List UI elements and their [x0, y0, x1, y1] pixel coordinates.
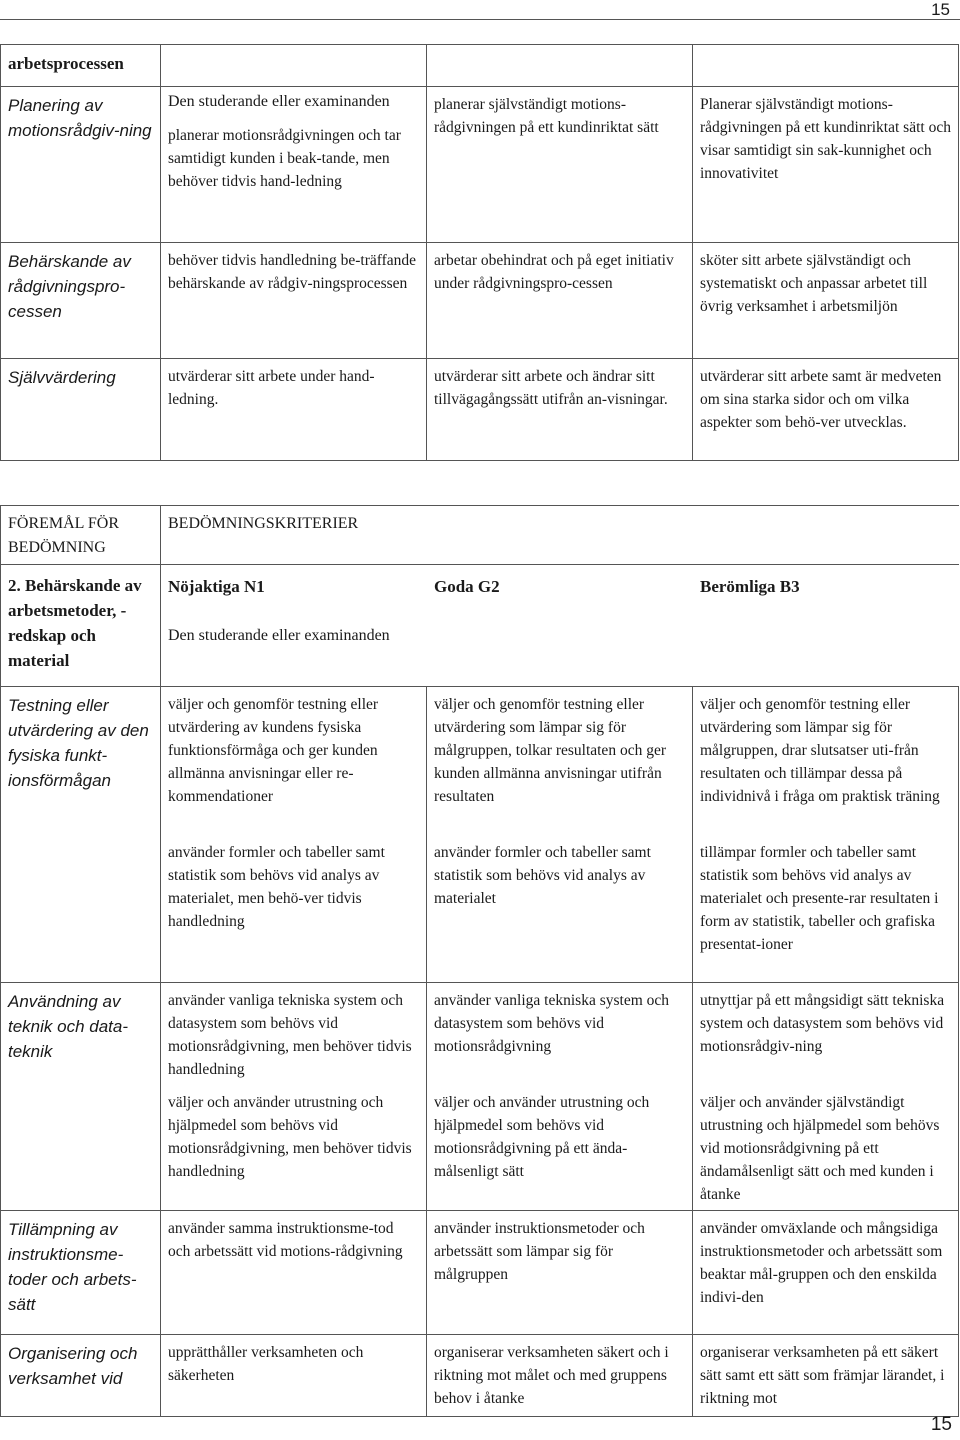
table1-row-beharskande [1, 243, 161, 359]
table2-n1-teknik [161, 983, 427, 1086]
table2-n1-utrustning [161, 1085, 427, 1211]
row-label: Planering av motionsrådgiv-ning [8, 96, 152, 140]
table2-b3-utrustning [693, 1085, 959, 1211]
cell-b3: utnyttjar på ett mångsidigt sätt tekniska system och datasystem som behövs vid motionsrådgiv-ning [700, 992, 945, 1055]
table2-row-utrustning [1, 1085, 161, 1211]
cell-g2: väljer och genomför testning eller utvärdering som lämpar sig för målgruppen, tolkar resultaten och ger kunden allmänna anvisningar utifrån resultaten [434, 696, 666, 805]
table2-row-teknik [1, 983, 161, 1086]
page-number-bottom: 15 [930, 1414, 952, 1435]
table2-n1-organisering [161, 1335, 427, 1417]
cell-b3: Planerar självständigt motions-rådgivningen på ett kundinriktat sätt och visar samtidigt sin sak-kunnighet och innovativitet [700, 96, 951, 182]
table2-criteria-header-cell [161, 506, 959, 565]
cell-b3: organiserar verksamheten på ett säkert sätt samt ett sätt som främjar lärandet, i riktning mot [700, 1344, 945, 1407]
table2-g2-instruktion [427, 1211, 693, 1335]
cell-b3: utvärderar sitt arbete samt är medveten om sina starka sidor och om vilka aspekter som behö-ver utvecklas. [700, 368, 942, 431]
table1-g2-beharskande [427, 243, 693, 359]
table2-row-instruktion [1, 1211, 161, 1335]
table1-row-planering [1, 87, 161, 243]
table2-g2-teknik [427, 983, 693, 1086]
cell-n1: använder samma instruktionsme-tod och arbetssätt vid motions-rådgivning [168, 1220, 403, 1260]
table1-n1-planering [161, 87, 427, 243]
table2-levels-cell [161, 565, 959, 687]
cell-n1: använder vanliga tekniska system och datasystem som behövs vid motionsrådgivning, men behöver tidvis handledning [168, 992, 412, 1078]
table1-b3-beharskande [693, 243, 959, 359]
table2-b3-formler [693, 835, 959, 983]
table1-title: arbetsprocessen [8, 54, 124, 73]
row-label: Tillämpning av instruktionsme-toder och arbets-sätt [8, 1220, 137, 1314]
cell-b3: sköter sitt arbete självständigt och systematiskt och anpassar arbetet till övrig verksamhet i arbetsmiljön [700, 252, 928, 315]
cell-g2: väljer och använder utrustning och hjälpmedel som behövs vid motionsrådgivning på ett ända-målsenligt sätt [434, 1094, 650, 1180]
cell-b3: väljer och använder självständigt utrustning och hjälpmedel som behövs vid motionsrådgivning på ett ändamålsenligt sätt och med kunden i åtanke [700, 1094, 940, 1203]
table2-row-formler [1, 835, 161, 983]
table1-row-sjalvvardering [1, 359, 161, 461]
row-label: Behärskande av rådgivningspro-cessen [8, 252, 131, 321]
row-label: Organisering och verksamhet vid [8, 1344, 138, 1388]
table2-n1-formler [161, 835, 427, 983]
cell-b3: tillämpar formler och tabeller samt statistik som behövs vid analys av materialet och presente-rar resultaten i form av statistik, tabeller och grafiska presentat-ioner [700, 843, 939, 953]
table1-title-cell [1, 45, 161, 87]
table2-n1-testning [161, 687, 427, 835]
table2-b3-teknik [693, 983, 959, 1086]
header-rule [0, 19, 960, 20]
table2-object-header-cell [1, 506, 161, 565]
cell-n1: planerar motionsrådgivningen och tar samtidigt kunden i beak-tande, men behöver tidvis hand-ledning [168, 127, 401, 190]
table2-b3-instruktion [693, 1211, 959, 1335]
cell-g2: organiserar verksamheten säkert och i riktning mot målet och med gruppens behov i åtanke [434, 1344, 669, 1407]
row-label: Testning eller utvärdering av den fysiska funkt-ionsförmågan [8, 696, 149, 790]
cell-n1: utvärderar sitt arbete under hand-ledning. [168, 368, 375, 408]
table1-g2-sjalvvardering [427, 359, 693, 461]
cell-n1: upprätthåller verksamheten och säkerheten [168, 1344, 364, 1384]
level-b3: Berömliga B3 [700, 577, 800, 596]
table1-header-empty-2 [427, 45, 693, 87]
cell-b3: väljer och genomför testning eller utvärdering som lämpar sig för målgruppen, drar slutsatser uti-från resultaten och tillämpar dessa på individnivå i fråga om praktisk träning [700, 696, 940, 805]
table1-subheader: Den studerande eller examinanden [168, 93, 390, 110]
table2-object-header: FÖREMÅL FÖR BEDÖMNING [8, 515, 119, 556]
cell-n1: använder formler och tabeller samt statistik som behövs vid analys av materialet, men behö-ver tidvis handledning [168, 843, 385, 930]
table2-b3-organisering [693, 1335, 959, 1417]
criteria-table-1 [0, 44, 959, 461]
table2-g2-testning [427, 687, 693, 835]
table2-subheader: Den studerande eller examinanden [168, 627, 390, 644]
table1-n1-beharskande [161, 243, 427, 359]
level-n1: Nöjaktiga N1 [168, 577, 265, 596]
table2-row-testning [1, 687, 161, 835]
row-label: Självvärdering [8, 368, 116, 387]
table2-criteria-header: BEDÖMNINGSKRITERIER [168, 515, 359, 532]
table2-section-cell [1, 565, 161, 687]
cell-g2: använder instruktionsmetoder och arbetssätt som lämpar sig för målgruppen [434, 1220, 645, 1283]
table2-g2-formler [427, 835, 693, 983]
cell-n1: behöver tidvis handledning be-träffande behärskande av rådgiv-ningsprocessen [168, 252, 417, 292]
table1-b3-sjalvvardering [693, 359, 959, 461]
cell-g2: använder formler och tabeller samt statistik som behövs vid analys av materialet [434, 843, 651, 907]
table2-b3-testning [693, 687, 959, 835]
cell-g2: använder vanliga tekniska system och datasystem som behövs vid motionsrådgivning [434, 992, 670, 1055]
table1-g2-planering [427, 87, 693, 243]
table2-g2-utrustning [427, 1085, 693, 1211]
table2-n1-instruktion [161, 1211, 427, 1335]
cell-n1: väljer och använder utrustning och hjälpmedel som behövs vid motionsrådgivning, men behöver tidvis handledning [168, 1094, 412, 1180]
table2-g2-organisering [427, 1335, 693, 1417]
table2-row-organisering [1, 1335, 161, 1417]
cell-n1: väljer och genomför testning eller utvärdering av kundens fysiska funktionsförmåga och ger kunden allmänna anvisningar eller re-kommendationer [168, 696, 379, 805]
table1-header-empty-3 [693, 45, 959, 87]
criteria-table-2 [0, 505, 959, 1417]
level-g2: Goda G2 [434, 577, 500, 596]
cell-g2: arbetar obehindrat och på eget initiativ under rådgivningspro-cessen [434, 252, 674, 292]
table2-section-label: 2. Behärskande av arbetsmetoder, -redskap och material [8, 576, 142, 670]
cell-b3: använder omväxlande och mångsidiga instruktionsmetoder och arbetssätt som beaktar mål-gruppen och den enskilda indivi-den [700, 1220, 943, 1306]
row-label: Användning av teknik och data-teknik [8, 992, 129, 1061]
table1-b3-planering [693, 87, 959, 243]
page-number-top: 15 [931, 0, 950, 19]
cell-g2: utvärderar sitt arbete och ändrar sitt tillvägagångssätt utifrån an-visningar. [434, 368, 668, 408]
table1-n1-sjalvvardering [161, 359, 427, 461]
cell-g2: planerar självständigt motions-rådgivningen på ett kundinriktat sätt [434, 96, 659, 136]
